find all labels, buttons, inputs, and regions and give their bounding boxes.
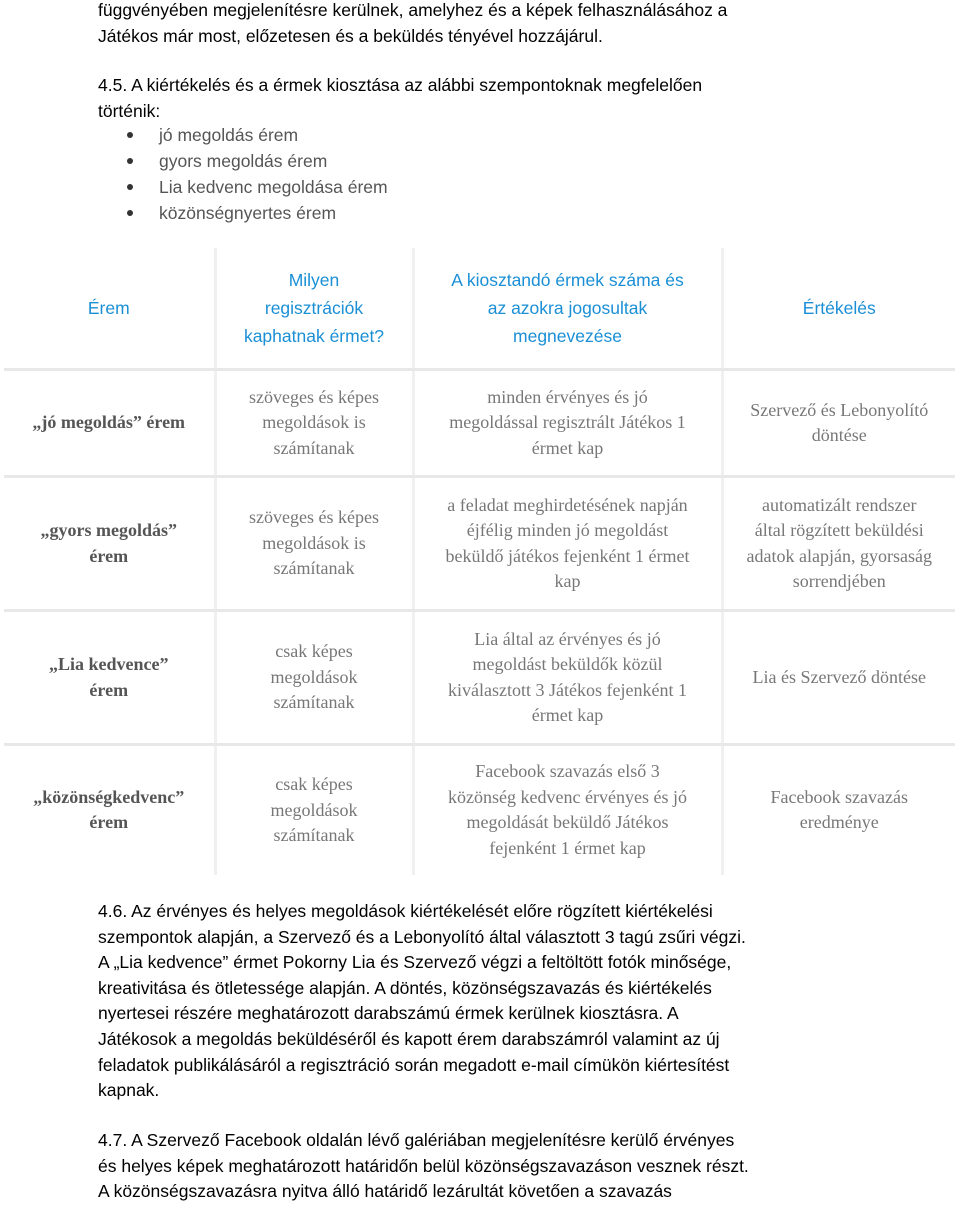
table-cell: [413, 611, 722, 745]
table-row: [4, 745, 955, 875]
cell-text-line: az azokra jogosultak: [487, 298, 648, 318]
cell-text-line: érmet kap: [531, 437, 604, 458]
list-item-label: jó megoldás érem: [159, 125, 299, 145]
intro-paragraph: [98, 0, 878, 49]
medal-list: [125, 122, 388, 226]
cell-text-line: Facebook szavazás: [770, 786, 908, 807]
cell-text-line: kiválasztott 3 Játékos fejenként 1: [448, 679, 687, 700]
table-cell: [4, 477, 215, 611]
list-item-label: Lia kedvenc megoldása érem: [159, 177, 388, 197]
list-item-label: közönségnyertes érem: [159, 203, 337, 223]
table-cell: [215, 611, 413, 745]
table-cell: [722, 745, 955, 875]
table-row: [4, 477, 955, 611]
bullet-icon: [127, 184, 133, 190]
table-cell: [722, 370, 955, 477]
cell-text-line: éjfélig minden jó megoldást: [466, 520, 669, 540]
cell-text-line: számítanak: [273, 558, 355, 579]
cell-text-line: szöveges és képes: [249, 507, 379, 528]
text-line: nyertesei részére meghatározott darabszámú érmek kerülnek kiosztásra. A: [98, 1003, 679, 1024]
cell-text-line: „közönségkedvenc”: [33, 786, 185, 807]
bullet-icon: [127, 210, 133, 216]
cell-text-line: „Lia kedvence”: [49, 654, 169, 674]
cell-text-line: megoldását beküldő Játékos: [466, 812, 669, 833]
text-line: 4.7. A Szervező Facebook oldalán lévő galériában megjelenítésre kerülő érvényes: [98, 1130, 735, 1150]
cell-text-line: a feladat meghirdetésének napján: [447, 494, 688, 515]
bullet-icon: [127, 158, 133, 164]
list-item-label: gyors megoldás érem: [159, 151, 328, 171]
cell-text-line: szöveges és képes: [249, 386, 379, 407]
cell-text-line: megoldások is: [262, 412, 366, 433]
cell-text-line: automatizált rendszer: [762, 494, 917, 515]
text-line: kapnak.: [98, 1080, 160, 1101]
table-cell: [215, 477, 413, 611]
medal-table: [4, 248, 955, 875]
cell-text-line: „jó megoldás” érem: [32, 412, 186, 433]
cell-text-line: megoldások: [270, 799, 358, 820]
cell-text-line: megnevezése: [513, 326, 622, 346]
table-row: [4, 611, 955, 745]
text-line: A közönségszavazásra nyitva álló határidő lezárultát követően a szavazás: [98, 1181, 672, 1202]
cell-text-line: számítanak: [273, 692, 355, 713]
cell-text-line: A kiosztandó érmek száma és: [451, 270, 684, 290]
table-cell: [215, 370, 413, 477]
header-cell: [4, 248, 215, 370]
cell-text-line: által rögzített beküldési: [754, 520, 924, 540]
cell-text-line: Lia által az érvényes és jó: [474, 628, 661, 649]
table-cell: [722, 611, 955, 745]
cell-text-line: sorrendjében: [792, 571, 886, 591]
text-line: Játékos már most, előzetesen és a beküldés tényével hozzájárul.: [98, 25, 603, 46]
cell-text-line: Értékelés: [802, 298, 876, 318]
table-cell: [4, 370, 215, 477]
section-4-7: [98, 1128, 878, 1205]
cell-text-line: Facebook szavazás első 3: [475, 761, 660, 782]
cell-text-line: beküldő játékos fejenként 1 érmet: [445, 545, 690, 566]
table-cell: [413, 477, 722, 611]
section-4-6: [98, 899, 878, 1104]
cell-text-line: minden érvényes és jó: [487, 386, 648, 407]
cell-text-line: érem: [89, 545, 129, 566]
header-cell: [215, 248, 413, 370]
table-row: [4, 370, 955, 477]
cell-text-line: kaphatnak érmet?: [243, 326, 385, 346]
cell-text-line: „gyors megoldás”: [40, 520, 177, 540]
text-line: szempontok alapján, a Szervező és a Lebonyolító által választott 3 tagú zsűri végzi.: [98, 926, 746, 947]
text-line: feladatok publikálásáról a regisztráció során megadott e-mail címükön kiértesítést: [98, 1054, 730, 1075]
cell-text-line: Lia és Szervező döntése: [752, 666, 926, 687]
cell-text-line: közönség kedvenc érvényes és jó: [448, 786, 687, 807]
cell-text-line: megoldások: [270, 666, 358, 687]
cell-text-line: fejenként 1 érmet kap: [489, 837, 646, 858]
cell-text-line: csak képes: [275, 641, 353, 662]
cell-text-line: csak képes: [275, 774, 353, 794]
table-cell: [4, 611, 215, 745]
cell-text-line: Milyen: [288, 270, 340, 290]
text-line: történik:: [98, 100, 161, 121]
table-header-row: [4, 248, 955, 370]
cell-text-line: kap: [554, 571, 581, 591]
cell-text-line: megoldást beküldők közül: [472, 654, 663, 674]
cell-text-line: regisztrációk: [264, 298, 364, 318]
cell-text-line: érmet kap: [531, 705, 604, 725]
table-cell: [413, 745, 722, 875]
cell-text-line: megoldással regisztrált Játékos 1: [449, 412, 686, 433]
header-cell: [722, 248, 955, 370]
cell-text-line: eredménye: [799, 812, 879, 833]
cell-text-line: érem: [89, 679, 129, 700]
list-item: [125, 174, 388, 200]
text-line: kreativitása és ötletessége alapján. A döntés, közönségszavazás és kiértékelés: [98, 977, 712, 998]
list-item: [125, 148, 388, 174]
cell-text-line: számítanak: [273, 437, 355, 458]
cell-text-line: Érem: [87, 298, 130, 318]
list-item: [125, 200, 388, 226]
text-line: 4.6. Az érvényes és helyes megoldások kiértékelését előre rögzített kiértékelési: [98, 901, 713, 921]
cell-text-line: döntése: [811, 425, 867, 445]
cell-text-line: adatok alapján, gyorsaság: [746, 545, 932, 566]
table-cell: [413, 370, 722, 477]
text-line: és helyes képek meghatározott határidőn belül közönségszavazáson vesznek részt.: [98, 1155, 749, 1176]
text-line: függvényében megjelenítésre kerülnek, amelyhez és a képek felhasználásához a: [98, 0, 728, 20]
section-4-5: [98, 73, 878, 124]
cell-text-line: Szervező és Lebonyolító: [750, 399, 929, 420]
table-cell: [215, 745, 413, 875]
text-line: Játékosok a megoldás beküldéséről és kapott érem darabszámról valamint az új: [98, 1028, 720, 1049]
table-cell: [4, 745, 215, 875]
text-line: 4.5. A kiértékelés és a érmek kiosztása az alábbi szempontoknak megfelelően: [98, 75, 703, 95]
table-cell: [722, 477, 955, 611]
bullet-icon: [127, 132, 133, 138]
header-cell: [413, 248, 722, 370]
cell-text-line: számítanak: [273, 825, 355, 845]
cell-text-line: megoldások is: [262, 532, 366, 553]
list-item: [125, 122, 388, 148]
cell-text-line: érem: [89, 812, 129, 833]
text-line: A „Lia kedvence” érmet Pokorny Lia és Szervező végzi a feltöltött fotók minősége,: [98, 952, 732, 973]
